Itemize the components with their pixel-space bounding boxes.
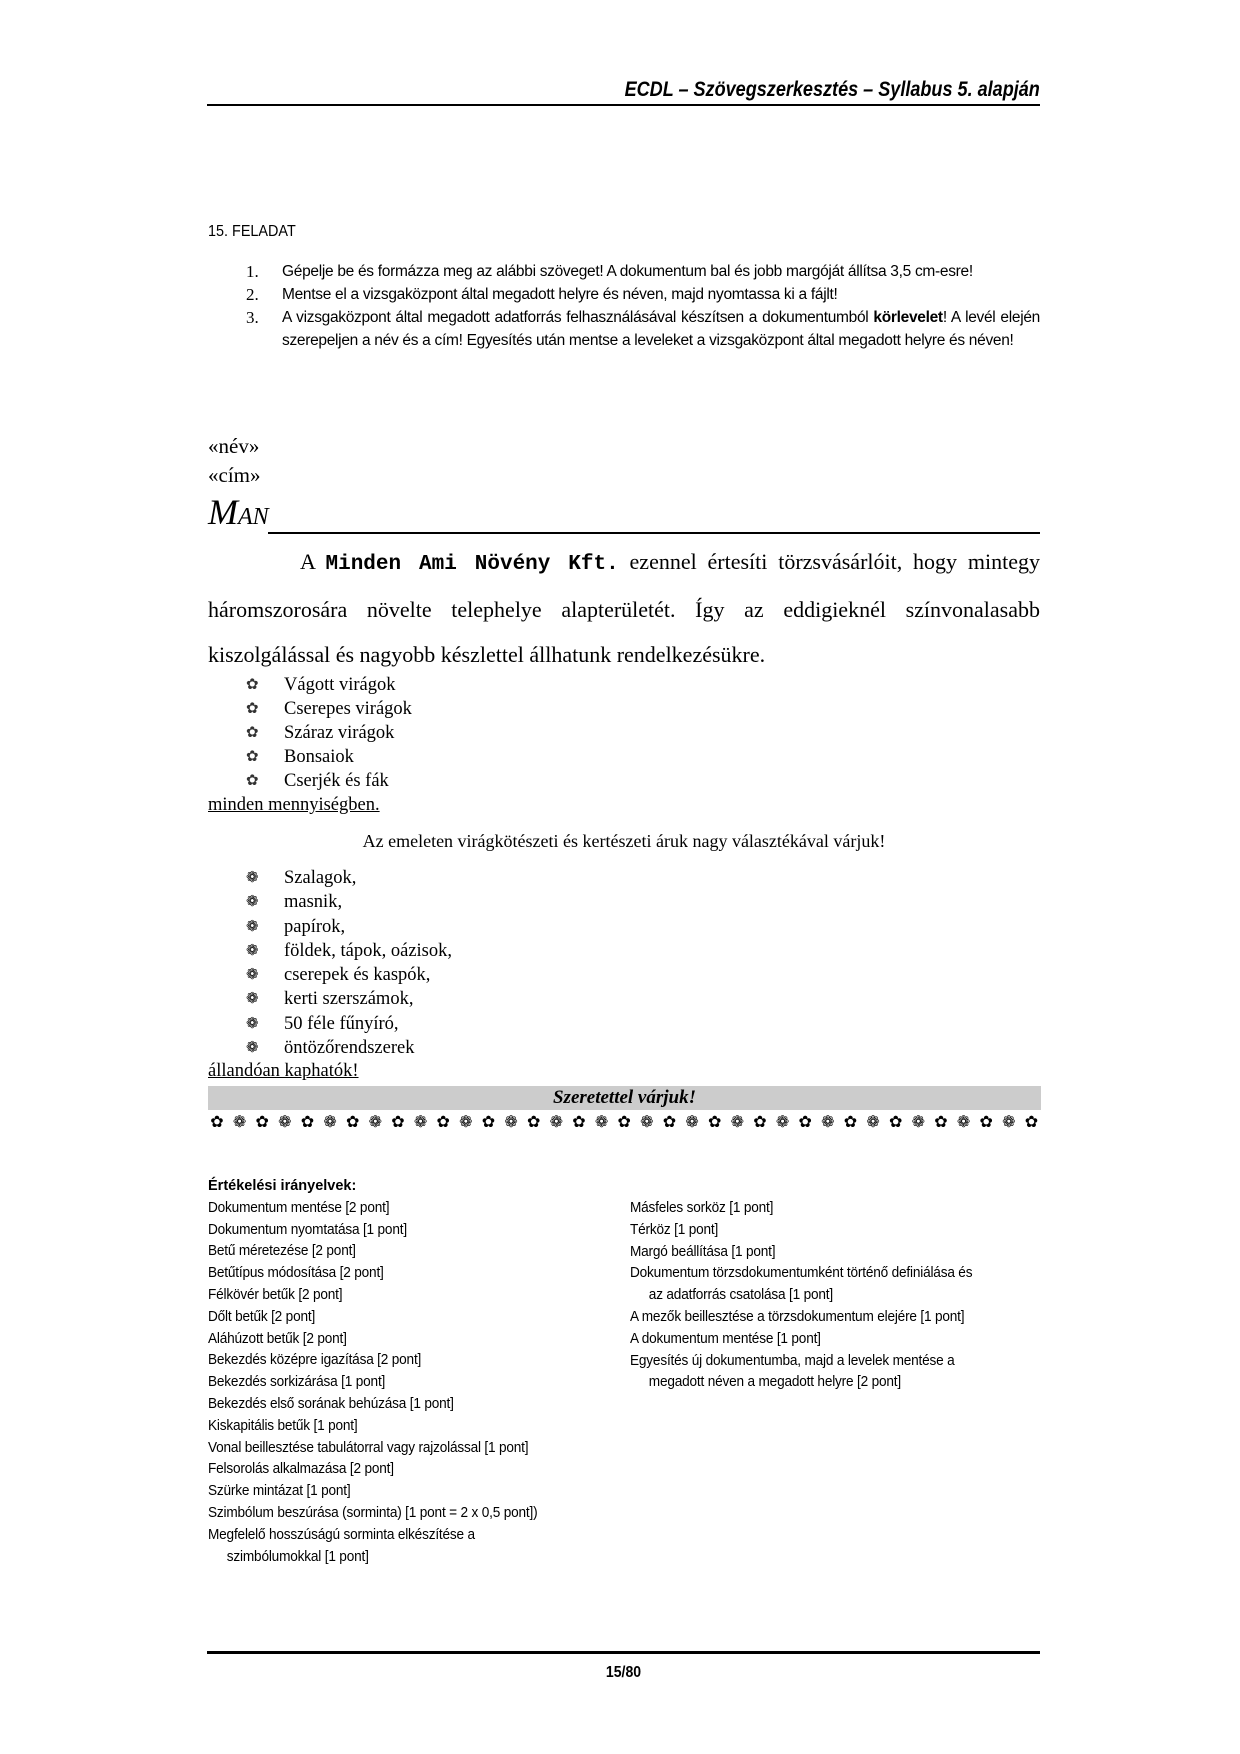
list1-footer: minden mennyiségben. [208, 795, 380, 815]
grading-column-left [208, 1176, 628, 1568]
list2-footer: állandóan kaphatók! [208, 1061, 359, 1081]
flower-outline-icon: ✿ [617, 1114, 631, 1131]
flower-filled-icon: ❁ [246, 942, 259, 959]
flower-outline-icon: ✿ [246, 701, 259, 717]
flower-outline-icon: ✿ [391, 1114, 405, 1131]
accessories-list-item [246, 963, 452, 987]
merge-field-name: «név» [208, 434, 260, 458]
instruction-item [240, 283, 1040, 306]
flower-filled-icon: ❁ [246, 1015, 259, 1032]
flower-filled-icon: ❁ [459, 1114, 473, 1131]
flower-filled-icon: ❁ [246, 870, 259, 886]
flower-filled-icon: ❁ [413, 1114, 428, 1131]
grading-item: A dokumentum mentése [1 pont] [630, 1330, 821, 1347]
grading-item: Bekezdés első sorának behúzása [1 pont] [208, 1395, 454, 1412]
logo-rule-divider [268, 532, 1040, 534]
task-title: 15. FELADAT [208, 223, 296, 240]
grading-item: Szimbólum beszúrása (sorminta) [1 pont = 2 x 0,5 pont]) [208, 1504, 538, 1521]
product-list [246, 673, 412, 793]
flower-filled-icon: ❁ [504, 1114, 518, 1131]
grading-item: Bekezdés sorkizárása [1 pont] [208, 1374, 386, 1391]
grading-item: Megfelelő hosszúságú sorminta elkészítése a [208, 1526, 475, 1543]
flower-outline-icon: ✿ [255, 1114, 269, 1131]
accessories-list-item [246, 915, 452, 939]
instructions-list [240, 260, 1040, 352]
flower-outline-icon: ✿ [246, 749, 259, 765]
flower-outline-icon: ✿ [1024, 1114, 1039, 1131]
accessories-list-item [246, 939, 452, 963]
flower-filled-icon: ❁ [956, 1114, 971, 1131]
product-list-item [246, 769, 412, 793]
instruction-number: 2. [246, 285, 259, 304]
list-item-text: Cserjék és fák [284, 771, 389, 791]
flower-outline-icon: ✿ [246, 773, 259, 789]
flower-filled-icon: ❁ [640, 1114, 654, 1131]
flower-outline-icon: ✿ [979, 1114, 993, 1131]
list-item-text: Bonsaiok [284, 747, 354, 767]
product-list-item [246, 745, 412, 769]
flower-filled-icon: ❁ [246, 894, 259, 911]
flower-outline-icon: ✿ [843, 1114, 858, 1131]
grading-item: Margó beállítása [1 pont] [630, 1243, 776, 1260]
intro-lead: A [300, 549, 326, 574]
grading-item: Dokumentum nyomtatása [1 pont] [208, 1221, 407, 1238]
instruction-text: Gépelje be és formázza meg az alábbi szöveget! A dokumentum bal és jobb margóját állítsa 3,5 cm-esre! [282, 263, 973, 280]
flower-outline-icon: ✿ [662, 1114, 677, 1131]
merge-field-address: «cím» [208, 463, 261, 487]
flower-outline-icon: ✿ [481, 1114, 496, 1131]
grading-item: A mezők beillesztése a törzsdokumentum elejére [1 pont] [630, 1308, 965, 1325]
flower-outline-icon: ✿ [934, 1114, 948, 1131]
flower-filled-icon: ❁ [246, 918, 259, 935]
product-list-item [246, 673, 412, 697]
company-logo [208, 492, 269, 537]
flower-filled-icon: ❁ [232, 1114, 247, 1131]
flower-filled-icon: ❁ [866, 1114, 880, 1131]
product-list-item [246, 721, 412, 745]
center-announcement: Az emeleten virágkötészeti és kertészeti áruk nagy választékával várjuk! [362, 831, 886, 851]
accessories-list-item [246, 890, 452, 914]
accessories-list-item [246, 1036, 452, 1060]
accessories-list [246, 866, 452, 1060]
symbol-pattern-row [208, 1112, 1041, 1134]
footer-rule-divider [207, 1651, 1040, 1654]
accessories-list-item [246, 987, 452, 1011]
list-item-text: Száraz virágok [284, 723, 395, 743]
instruction-number: 1. [246, 262, 259, 281]
list-item-text: Cserepes virágok [284, 699, 412, 719]
grading-item: Dokumentum mentése [2 pont] [208, 1199, 390, 1216]
list-item-text: földek, tápok, oázisok, [284, 940, 452, 961]
intro-rest: ezennel értesíti törzsvásárlóit, hogy mintegy háromszorosára növelte telephelye alapterületét. Így az eddigieknél színvonalasabb kiszolgálással és nagyobb készlettel állhatunk rendelkezésükre. [208, 549, 1040, 667]
page-header [207, 74, 1040, 106]
flower-filled-icon: ❁ [911, 1114, 926, 1131]
flower-outline-icon: ✿ [889, 1114, 903, 1131]
flower-outline-icon: ✿ [527, 1114, 541, 1131]
grading-item: Dokumentum törzsdokumentumként történő definiálása és [630, 1265, 973, 1282]
instruction-number: 3. [246, 308, 259, 327]
flower-outline-icon: ✿ [246, 677, 259, 693]
instruction-text-part: A vizsgaközpont által megadott adatforrás felhasználásával készítsen a dokumentumból [282, 309, 874, 326]
instruction-text: Mentse el a vizsgaközpont által megadott helyre és néven, majd nyomtassa ki a fájlt! [282, 286, 838, 303]
accessories-list-item [246, 1012, 452, 1036]
instruction-item [240, 260, 1040, 283]
flower-filled-icon: ❁ [323, 1114, 337, 1131]
flower-filled-icon: ❁ [730, 1114, 745, 1131]
list-item-text: öntözőrendszerek [284, 1038, 415, 1059]
flower-filled-icon: ❁ [594, 1114, 609, 1131]
grading-column-right [630, 1198, 1050, 1394]
logo-initial: M [208, 492, 238, 532]
flower-outline-icon: ✿ [753, 1114, 767, 1131]
product-list-item [246, 697, 412, 721]
flower-outline-icon: ✿ [210, 1114, 224, 1131]
flower-outline-icon: ✿ [300, 1114, 315, 1131]
flower-filled-icon: ❁ [246, 967, 259, 984]
instruction-text-part: ! A levél elején szerepeljen a név és a cím! Egyesítés után mentse a leveleket a vizsgaközpont által megadott helyre és néven! [282, 309, 1040, 349]
grading-item: Vonal beillesztése tabulátorral vagy rajzolással [1 pont] [208, 1439, 529, 1456]
flower-filled-icon: ❁ [685, 1114, 699, 1131]
list-item-text: 50 féle fűnyíró, [284, 1013, 399, 1034]
list-item-text: Vágott virágok [284, 675, 396, 695]
flower-outline-icon: ✿ [246, 725, 259, 741]
merge-fields [208, 432, 261, 490]
welcome-banner: Szeretettel várjuk! [208, 1086, 1041, 1110]
logo-smallcaps: AN [238, 504, 269, 530]
grading-item: Szürke mintázat [1 pont] [208, 1483, 351, 1500]
flower-filled-icon: ❁ [821, 1114, 835, 1131]
grading-item: szimbólumokkal [1 pont] [226, 1548, 369, 1565]
flower-outline-icon: ✿ [708, 1114, 722, 1131]
grading-title: Értékelési irányelvek: [208, 1178, 357, 1194]
accessories-list-item [246, 866, 452, 890]
company-name: Minden Ami Növény Kft. [325, 553, 619, 576]
instruction-item [240, 306, 1040, 352]
flower-outline-icon: ✿ [572, 1114, 586, 1131]
grading-item: megadott néven a megadott helyre [2 pont] [648, 1374, 901, 1391]
flower-outline-icon: ✿ [436, 1114, 450, 1131]
flower-filled-icon: ❁ [368, 1114, 383, 1131]
grading-item: Másfeles sorköz [1 pont] [630, 1200, 774, 1216]
flower-filled-icon: ❁ [278, 1114, 292, 1131]
list-item-text: Szalagok, [284, 868, 357, 888]
grading-item: Egyesítés új dokumentumba, majd a levelek mentése a [630, 1352, 955, 1369]
instruction-bold-term: körlevelet [873, 309, 943, 326]
flower-outline-icon: ✿ [346, 1114, 360, 1131]
list-item-text: cserepek és kaspók, [284, 965, 431, 986]
grading-item: Betű méretezése [2 pont] [208, 1243, 356, 1260]
flower-filled-icon: ❁ [549, 1114, 564, 1131]
page-number: 15/80 [605, 1664, 642, 1681]
intro-paragraph [208, 539, 1040, 677]
flower-filled-icon: ❁ [1002, 1114, 1016, 1131]
grading-item: Bekezdés középre igazítása [2 pont] [208, 1352, 422, 1369]
header-title: ECDL – Szövegszerkesztés – Syllabus 5. alapján [624, 78, 1040, 101]
grading-item: Kiskapitális betűk [1 pont] [208, 1417, 358, 1434]
flower-filled-icon: ❁ [775, 1114, 790, 1131]
grading-item: Félkövér betűk [2 pont] [208, 1286, 343, 1303]
list-item-text: kerti szerszámok, [284, 989, 414, 1010]
list-item-text: papírok, [284, 916, 346, 937]
grading-item: Felsorolás alkalmazása [2 pont] [208, 1461, 394, 1478]
instruction-text [282, 309, 1040, 349]
flower-outline-icon: ✿ [798, 1114, 812, 1131]
grading-item: Aláhúzott betűk [2 pont] [208, 1330, 347, 1347]
grading-item: Dőlt betűk [2 pont] [208, 1308, 316, 1325]
grading-item: Betűtípus módosítása [2 pont] [208, 1265, 384, 1282]
grading-item: az adatforrás csatolása [1 pont] [648, 1287, 833, 1304]
grading-item: Térköz [1 pont] [630, 1221, 719, 1238]
flower-filled-icon: ❁ [246, 1040, 259, 1057]
flower-filled-icon: ❁ [246, 991, 259, 1008]
list-item-text: masnik, [284, 892, 343, 913]
